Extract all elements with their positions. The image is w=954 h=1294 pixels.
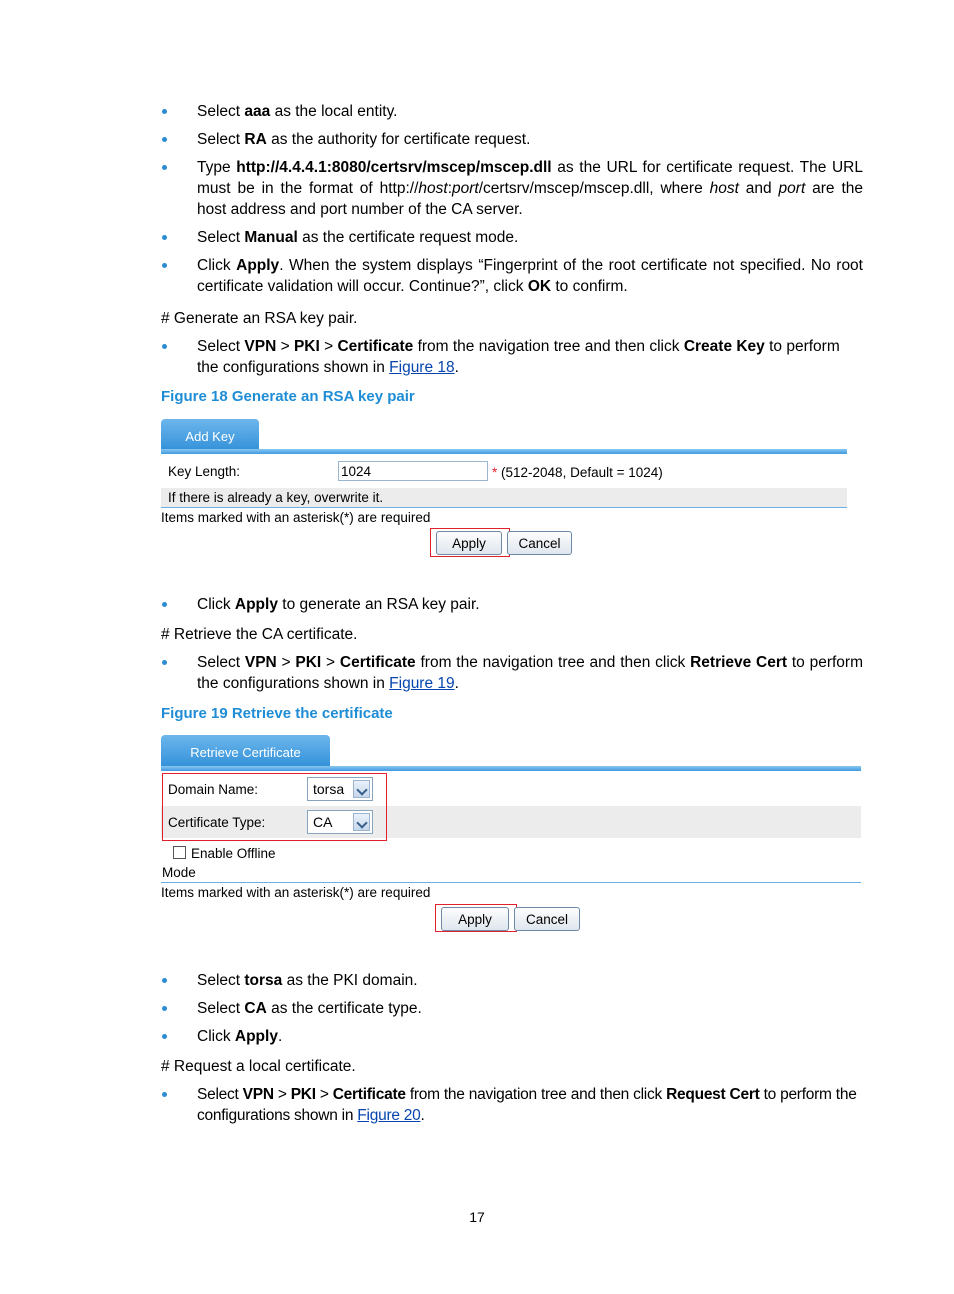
- step-heading: # Generate an RSA key pair.: [161, 310, 358, 327]
- certificate-type-select[interactable]: [307, 810, 373, 834]
- list-item: Select VPN > PKI > Certificate from the navigation tree and then click Request Cert to perform the configurations shown in Figure 20.: [197, 1086, 857, 1124]
- list-item: Click Apply. When the system displays “Fingerprint of the root certificate not specified. No root certificate validation will occur. Continue?”, click OK to confirm.: [197, 257, 863, 295]
- list-item: Type http://4.4.4.1:8080/certsrv/mscep/mscep.dll as the URL for certificate request. The URL must be in the format of http://host:port/certsrv/mscep/mscep.dll, where host and port are the host address and port number of the CA server.: [197, 159, 863, 218]
- figure-caption: Figure 19 Retrieve the certificate: [161, 705, 393, 722]
- bullet-icon: [162, 338, 170, 346]
- apply-button[interactable]: Apply: [441, 907, 509, 931]
- required-note: Items marked with an asterisk(*) are required: [161, 885, 431, 900]
- tab-retrieve-certificate[interactable]: Retrieve Certificate: [161, 735, 330, 769]
- bullet-icon: [162, 596, 170, 604]
- overwrite-checkbox-label: If there is already a key, overwrite it.: [168, 490, 384, 505]
- enable-offline-label-line2: Mode: [162, 865, 196, 880]
- bullet-icon: [162, 131, 170, 139]
- list-item: Select VPN > PKI > Certificate from the navigation tree and then click Create Key to perform the configurations shown in Figure 18.: [197, 338, 840, 376]
- list-item: Select aaa as the local entity.: [197, 103, 398, 120]
- step-heading: # Request a local certificate.: [161, 1058, 356, 1075]
- list-item: Select RA as the authority for certificate request.: [197, 131, 531, 148]
- list-item: Select VPN > PKI > Certificate from the navigation tree and then click Retrieve Cert to perform the configurations shown in Figure 19.: [197, 654, 863, 692]
- list-item: Select Manual as the certificate request mode.: [197, 229, 519, 246]
- figure-link[interactable]: Figure 20: [357, 1107, 421, 1124]
- tab-underline: [161, 766, 861, 771]
- apply-button[interactable]: Apply: [436, 531, 502, 555]
- bullet-icon: [162, 257, 170, 265]
- bullet-icon: [162, 1086, 170, 1094]
- key-length-input[interactable]: 1024: [338, 461, 488, 481]
- figure-link[interactable]: Figure 19: [389, 675, 455, 692]
- bullet-icon: [162, 103, 170, 111]
- cancel-button[interactable]: Cancel: [514, 907, 580, 931]
- figure-caption: Figure 18 Generate an RSA key pair: [161, 388, 415, 405]
- bullet-icon: [162, 159, 170, 167]
- bullet-icon: [162, 1000, 170, 1008]
- cancel-button[interactable]: Cancel: [507, 531, 572, 555]
- divider: [161, 882, 861, 883]
- certificate-type-value: CA: [313, 814, 333, 830]
- domain-name-select[interactable]: [307, 777, 373, 801]
- tab-add-key[interactable]: Add Key: [161, 419, 259, 453]
- divider: [161, 507, 847, 508]
- page-number: 17: [469, 1209, 485, 1225]
- chevron-down-icon[interactable]: [353, 780, 370, 798]
- bullet-icon: [162, 972, 170, 980]
- range-hint: * (512-2048, Default = 1024): [492, 465, 663, 480]
- bullet-icon: [162, 229, 170, 237]
- list-item: Select CA as the certificate type.: [197, 1000, 422, 1017]
- tab-underline: [161, 449, 847, 454]
- list-item: Click Apply to generate an RSA key pair.: [197, 596, 480, 613]
- list-item: Click Apply.: [197, 1028, 283, 1045]
- enable-offline-label: Enable Offline: [191, 846, 276, 861]
- domain-name-label: Domain Name:: [168, 782, 259, 797]
- certificate-type-label: Certificate Type:: [168, 815, 266, 830]
- list-item: Select torsa as the PKI domain.: [197, 972, 418, 989]
- bullet-icon: [162, 654, 170, 662]
- chevron-down-icon[interactable]: [353, 813, 370, 831]
- key-length-label: Key Length:: [168, 464, 241, 479]
- bullet-icon: [162, 1028, 170, 1036]
- figure-link[interactable]: Figure 18: [389, 359, 455, 376]
- enable-offline-checkbox[interactable]: [173, 846, 186, 859]
- domain-name-value: torsa: [313, 781, 345, 797]
- step-heading: # Retrieve the CA certificate.: [161, 626, 358, 643]
- required-note: Items marked with an asterisk(*) are required: [161, 510, 431, 525]
